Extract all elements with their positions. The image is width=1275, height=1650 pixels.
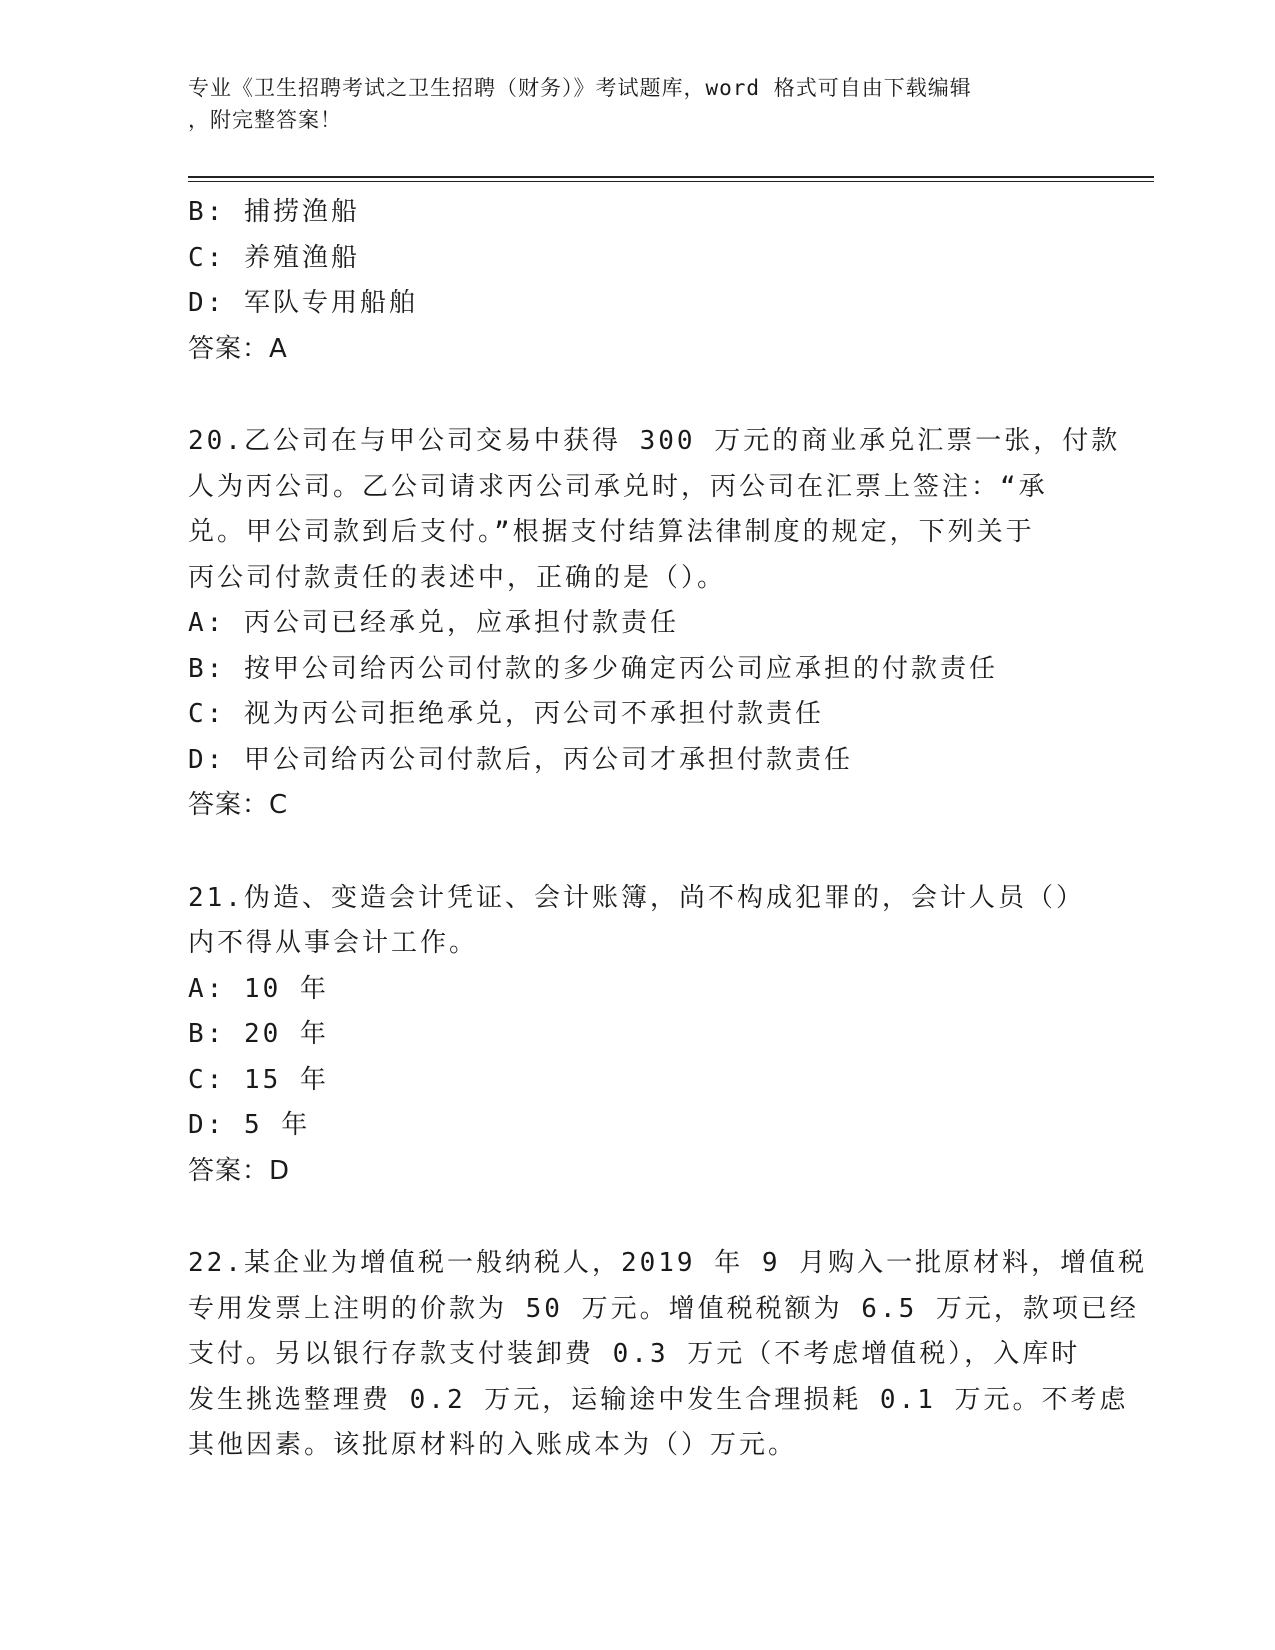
option-c: C: 视为丙公司拒绝承兑，丙公司不承担付款责任 (188, 699, 824, 729)
header-divider-thick (188, 176, 1154, 178)
question-19 (188, 190, 1088, 372)
header-line-1: 专业《卫生招聘考试之卫生招聘（财务）》考试题库，word 格式可自由下载编辑 (188, 76, 972, 100)
spacer (188, 372, 1088, 419)
spacer (188, 829, 1088, 876)
question-22 (188, 1241, 1148, 1469)
option-a: A: 10 年 (188, 973, 329, 1004)
option-a: A: 丙公司已经承兑，应承担付款责任 (188, 608, 679, 638)
question-stem-line: 20.乙公司在与甲公司交易中获得 300 万元的商业承兑汇票一张，付款 (188, 426, 1121, 456)
answer-line: 答案：C (188, 790, 289, 820)
question-stem-line: 其他因素。该批原材料的入账成本为（）万元。 (188, 1430, 798, 1460)
question-stem-line: 22.某企业为增值税一般纳税人，2019 年 9 月购入一批原材料，增值税 (188, 1248, 1148, 1278)
option-c: C: 15 年 (188, 1064, 329, 1095)
question-20 (188, 419, 1121, 829)
option-d: D: 5 年 (188, 1110, 311, 1140)
option-d: D: 甲公司给丙公司付款后，丙公司才承担付款责任 (188, 744, 853, 775)
page-header (188, 72, 1088, 136)
spacer (188, 1194, 1088, 1241)
question-stem-line: 21.伪造、变造会计凭证、会计账簿，尚不构成犯罪的，会计人员（） (188, 882, 1085, 913)
question-stem-line: 丙公司付款责任的表述中，正确的是（）。 (188, 562, 727, 593)
option-d: D: 军队专用船舶 (188, 288, 418, 318)
header-line-2: ，附完整答案！ (188, 108, 342, 132)
header-divider-thin (188, 181, 1154, 182)
question-list (188, 190, 1148, 1469)
question-21 (188, 876, 1088, 1195)
option-c: C: 养殖渔船 (188, 242, 360, 273)
question-stem-line: 兑。甲公司款到后支付。”根据支付结算法律制度的规定，下列关于 (188, 517, 1035, 547)
question-stem-line: 内不得从事会计工作。 (188, 928, 479, 958)
question-stem-line: 专用发票上注明的价款为 50 万元。增值税税额为 6.5 万元，款项已经 (188, 1293, 1139, 1324)
option-b: B: 20 年 (188, 1019, 329, 1049)
answer-line: 答案：D (188, 1155, 291, 1186)
question-stem-line: 人为丙公司。乙公司请求丙公司承兑时，丙公司在汇票上签注：“承 (188, 471, 1048, 502)
answer-line: 答案：A (188, 333, 288, 364)
option-b: B: 按甲公司给丙公司付款的多少确定丙公司应承担的付款责任 (188, 653, 998, 684)
question-stem-line: 支付。另以银行存款支付装卸费 0.3 万元（不考虑增值税），入库时 (188, 1339, 1081, 1369)
question-stem-line: 发生挑选整理费 0.2 万元，运输途中发生合理损耗 0.1 万元。不考虑 (188, 1384, 1129, 1415)
option-b: B: 捕捞渔船 (188, 197, 360, 227)
